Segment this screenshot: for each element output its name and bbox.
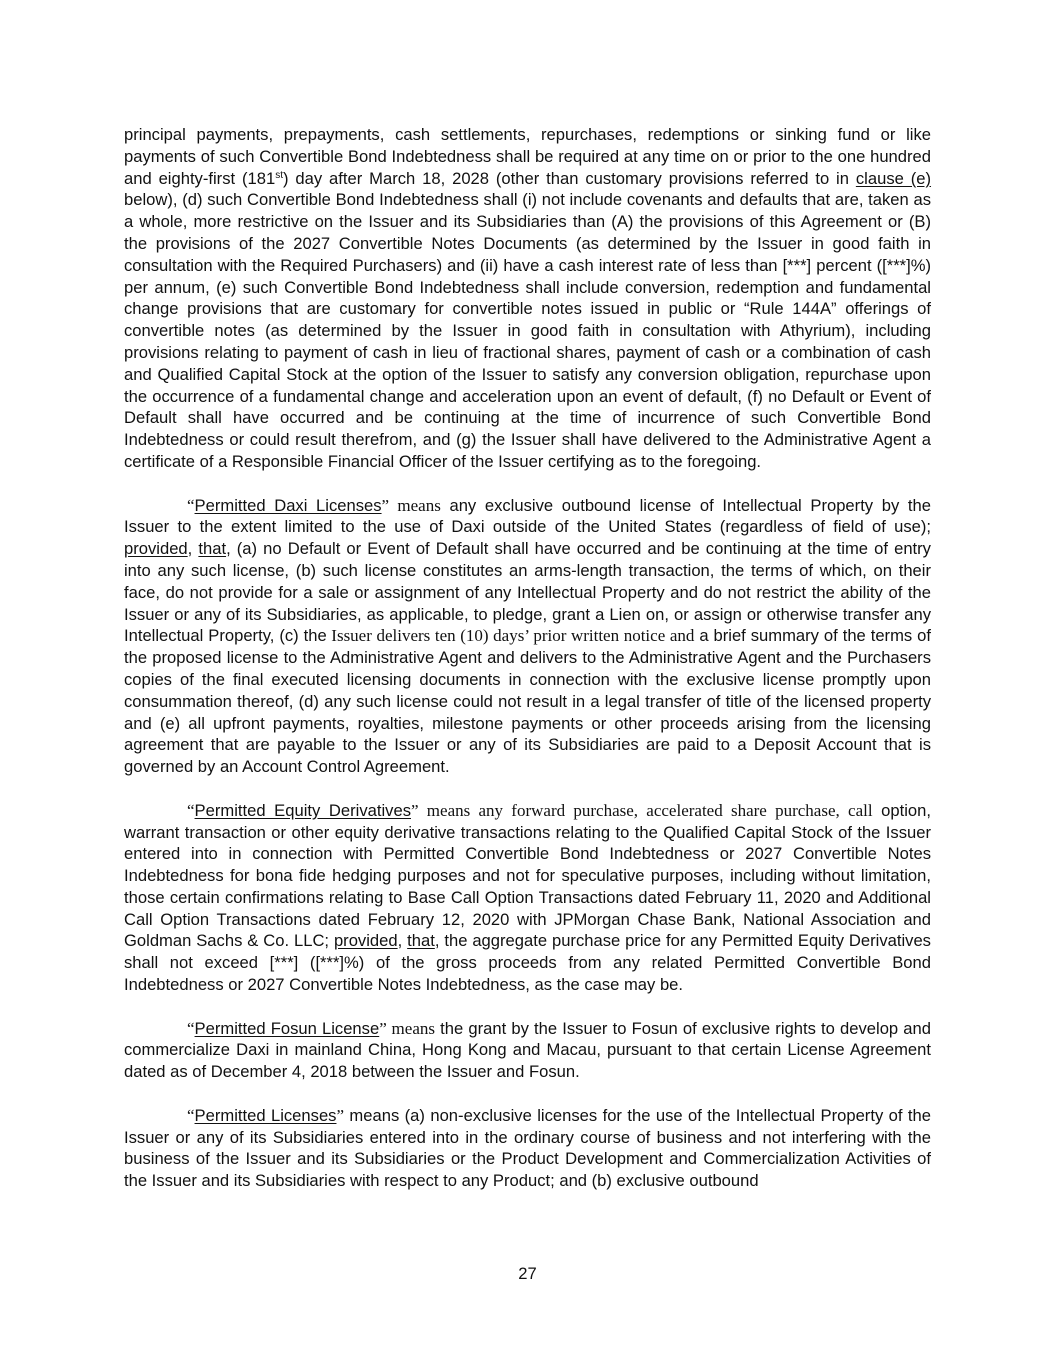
that-term: that xyxy=(198,539,227,559)
quote-mark: “ xyxy=(187,1018,195,1038)
text-run: , xyxy=(187,539,199,559)
clause-reference: clause (e) xyxy=(855,168,932,188)
provided-term: provided xyxy=(333,931,398,951)
text-run: any exclusive outbound license of Intellectual Property by the Issuer to the extent limited to the use of Daxi outside of the United States (regardless of field of use); xyxy=(124,495,931,537)
text-run-serif: Issuer delivers ten (10) days’ prior written notice and xyxy=(326,626,695,646)
text-run: a brief summary of the terms of the proposed license to the Administrative Agent and delivers to the Administrative Agent and the Purchasers copies of the final executed licensing documents in connection with the exclusive license promptly upon consummation thereof, (d) any such license could not result in a legal transfer of title of the licensed property and (e) all upfront payments, royalties, milestone payments or other proceeds arising from the licensing agreement that are payable to the Issuer or any of its Subsidiaries are paid to a Deposit Account that is governed by an Account Control Agreement. xyxy=(124,626,931,777)
superscript: st xyxy=(275,169,283,181)
text-run: the grant by the Issuer to Fosun of exclusive rights to develop and commercialize Daxi in mainland China, Hong Kong and Macau, pursuant to that certain License Agreement dated as of December 4, 2018 between the Issuer and Fosun. xyxy=(124,1018,931,1082)
means-text: ” means any forward purchase, accelerated share purchase, call xyxy=(411,800,873,820)
paragraph-convertible-bond-continued xyxy=(124,124,931,473)
definition-permitted-fosun-license xyxy=(124,1018,931,1083)
quote-mark: “ xyxy=(187,495,195,515)
means-text: ” means xyxy=(381,495,441,515)
provided-term: provided xyxy=(124,539,188,559)
text-run: below), (d) such Convertible Bond Indebtedness shall (i) not include covenants and defaults that are, taken as a whole, more restrictive on the Issuer and its Subsidiaries than (A) the provisions of this Agreement or (B) the provisions of the 2027 Convertible Notes Documents (as determined by the Issuer in good faith in consultation with the Required Purchasers) and (ii) have a cash interest rate of less than [***] percent ([***]%) per annum, (e) such Convertible Bond Indebtedness shall include conversion, redemption and fundamental change provisions that are customary for convertible notes issued in public or “Rule 144A” offerings of convertible notes (as determined by the Issuer in good faith in consultation with Athyrium), including provisions relating to payment of cash in lieu of fractional shares, payment of cash or a combination of cash and Qualified Capital Stock at the option of the Issuer to satisfy any conversion obligation, repurchase upon the occurrence of a fundamental change and acceleration upon an event of default, (f) no Default or Event of Default shall have occurred and be continuing at the time of incurrence of such Convertible Bond Indebtedness or could result therefrom, and (g) the Issuer shall have delivered to the Administrative Agent a certificate of a Responsible Financial Officer of the Issuer certifying as to the foregoing. xyxy=(124,190,931,471)
text-run: ) day after March 18, 2028 (other than customary provisions referred to in xyxy=(283,168,856,188)
text-run: , xyxy=(397,931,408,951)
quote-mark: “ xyxy=(187,1105,195,1125)
quote-mark: “ xyxy=(187,800,195,820)
page-number: 27 xyxy=(518,1264,537,1283)
text-run: , (a) no Default or Event of Default shall have occurred and be continuing at the time of entry into any such license, (b) such license constitutes an arms-length transaction, the terms of which, on their face, do not provide for a sale or assignment of any Intellectual Property and do not restrict the ability of the Issuer or any of its Subsidiaries, as applicable, to pledge, grant a Lien on, or assign or otherwise transfer any Intellectual Property, (c) the xyxy=(124,539,931,646)
definition-permitted-licenses xyxy=(124,1105,931,1192)
means-text: ” means xyxy=(379,1018,435,1038)
text-run: option, warrant transaction or other equity derivative transactions relating to the Qualified Capital Stock of the Issuer entered into in connection with Permitted Convertible Bond Indebtedness or 2027 Convertible Notes Indebtedness for bona fide hedging purposes and not for speculative purposes, including without limitation, those certain confirmations relating to Base Call Option Transactions dated February 11, 2020 and Additional Call Option Transactions dated February 12, 2020 with JPMorgan Chase Bank, National Association and Goldman Sachs & Co. LLC; xyxy=(124,800,932,951)
text-run: , the aggregate purchase price for any Permitted Equity Derivatives shall not exceed [***] ([***]%) of the gross proceeds from any related Permitted Convertible Bond Indebtedness or 2027 Convertible Notes Indebtedness, as the case may be. xyxy=(124,931,931,995)
defined-term: Permitted Fosun License xyxy=(194,1018,380,1038)
definition-permitted-equity-derivatives xyxy=(124,800,931,996)
text-run: means (a) non-exclusive licenses for the use of the Intellectual Property of the Issuer or any of its Subsidiaries entered into in the ordinary course of business and not interfering with the business of the Issuer and its Subsidiaries or the Product Development and Commercialization Activities of the Issuer and its Subsidiaries with respect to any Product; and (b) exclusive outbound xyxy=(124,1105,931,1191)
definition-permitted-daxi-licenses xyxy=(124,495,931,778)
defined-term: Permitted Licenses xyxy=(194,1105,337,1125)
defined-term: Permitted Daxi Licenses xyxy=(194,495,382,515)
text-run: principal payments, prepayments, cash settlements, repurchases, redemptions or sinking fund or like payments of such Convertible Bond Indebtedness shall be required at any time on or prior to the one hundred and eighty-first (181 xyxy=(124,125,931,188)
defined-term: Permitted Equity Derivatives xyxy=(194,800,411,820)
means-text: ” xyxy=(336,1105,345,1125)
document-page xyxy=(124,124,931,1214)
that-term: that xyxy=(407,931,435,951)
